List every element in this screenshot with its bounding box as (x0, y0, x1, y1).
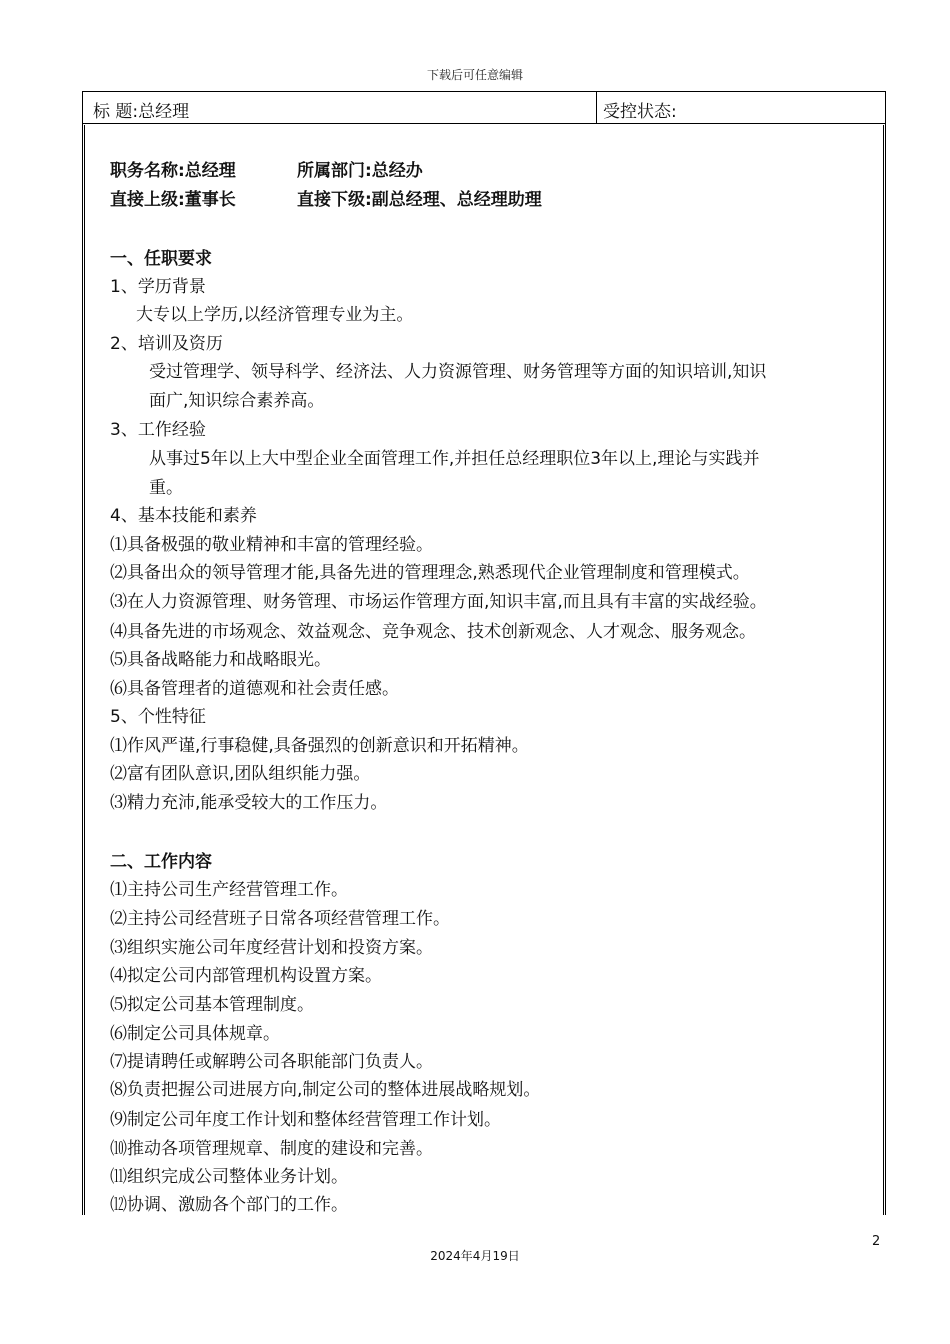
page-number: 2 (872, 1234, 881, 1249)
edu-text: 大专以上学历,以经济管理专业为主。 (136, 305, 414, 325)
train-title: 2、培训及资历 (110, 334, 223, 354)
work-item: ⑾组织完成公司整体业务计划。 (110, 1167, 348, 1187)
skill-title: 4、基本技能和素养 (110, 506, 257, 526)
skill-item: ⑵具备出众的领导管理才能,具备先进的管理理念,熟悉现代企业管理制度和管理模式。 (110, 563, 750, 583)
skill-item: ⑸具备战略能力和战略眼光。 (110, 650, 331, 670)
work-title: 3、工作经验 (110, 420, 206, 440)
title-row (83, 92, 885, 124)
section1-heading: 一、任职要求 (110, 249, 212, 269)
work-item: ⑹制定公司具体规章。 (110, 1024, 280, 1044)
work-item: ⑿协调、激励各个部门的工作。 (110, 1195, 348, 1215)
status-cell: 受控状态: (603, 102, 677, 122)
work-item: ⑵主持公司经营班子日常各项经营管理工作。 (110, 909, 450, 929)
work-item: ⑸拟定公司基本管理制度。 (110, 995, 314, 1015)
trait-item: ⑵富有团队意识,团队组织能力强。 (110, 764, 371, 784)
work-item: ⑽推动各项管理规章、制度的建设和完善。 (110, 1139, 433, 1159)
job-subordinate: 直接下级:副总经理、总经理助理 (297, 190, 542, 210)
work-text-2: 重。 (149, 478, 183, 498)
work-text-1: 从事过5年以上大中型企业全面管理工作,并担任总经理职位3年以上,理论与实践并 (149, 449, 760, 469)
job-dept: 所属部门:总经办 (297, 161, 423, 181)
edu-title: 1、学历背景 (110, 277, 206, 297)
work-item: ⑼制定公司年度工作计划和整体经营管理工作计划。 (110, 1110, 501, 1130)
train-text-2: 面广,知识综合素养高。 (149, 391, 325, 411)
job-superior: 直接上级:董事长 (110, 190, 236, 210)
skill-item: ⑹具备管理者的道德观和社会责任感。 (110, 679, 399, 699)
title-cell: 标 题:总经理 (83, 92, 597, 123)
train-text-1: 受过管理学、领导科学、经济法、人力资源管理、财务管理等方面的知识培训,知识 (149, 362, 767, 382)
work-item: ⑺提请聘任或解聘公司各职能部门负责人。 (110, 1052, 433, 1072)
trait-item: ⑶精力充沛,能承受较大的工作压力。 (110, 793, 388, 813)
skill-item: ⑴具备极强的敬业精神和丰富的管理经验。 (110, 535, 433, 555)
trait-title: 5、个性特征 (110, 707, 206, 727)
footer-date: 2024年4月19日 (430, 1249, 520, 1263)
skill-item: ⑶在人力资源管理、财务管理、市场运作管理方面,知识丰富,而且具有丰富的实战经验。 (110, 592, 767, 612)
trait-item: ⑴作风严谨,行事稳健,具备强烈的创新意识和开拓精神。 (110, 736, 529, 756)
work-item: ⑴主持公司生产经营管理工作。 (110, 880, 348, 900)
work-item: ⑷拟定公司内部管理机构设置方案。 (110, 966, 382, 986)
work-item: ⑶组织实施公司年度经营计划和投资方案。 (110, 938, 433, 958)
skill-item: ⑷具备先进的市场观念、效益观念、竞争观念、技术创新观念、人才观念、服务观念。 (110, 622, 756, 642)
section2-heading: 二、工作内容 (110, 852, 212, 872)
header-note: 下载后可任意编辑 (426, 68, 523, 82)
job-name: 职务名称:总经理 (110, 161, 236, 181)
work-item: ⑻负责把握公司进展方向,制定公司的整体进展战略规划。 (110, 1080, 541, 1100)
